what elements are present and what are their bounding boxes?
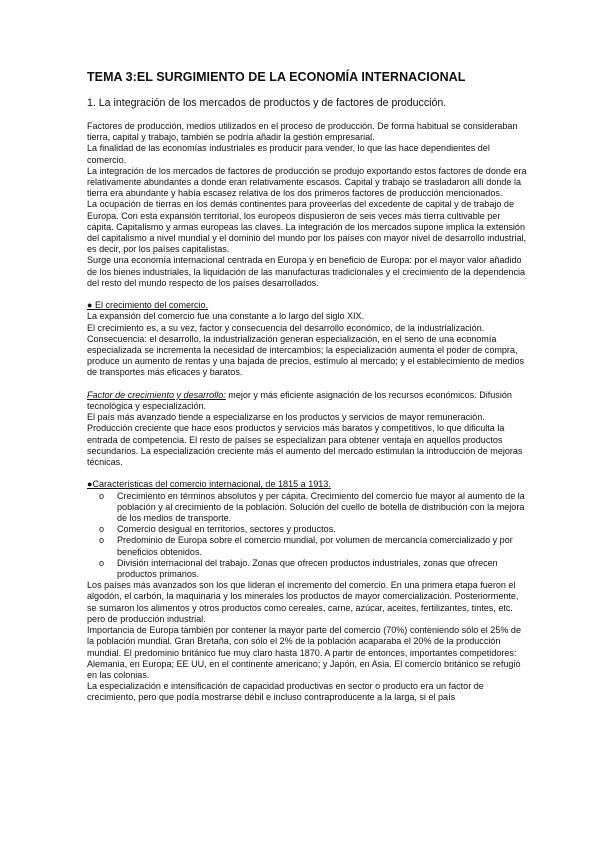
section-lead-factor: Factor de crecimiento y desarrollo: [87, 389, 226, 400]
list-item [87, 491, 527, 525]
paragraph: La integración de los mercados de factores de producción se produjo exportando estos factores de donde era relativamente abundantes a donde eran relativamente escasos. Capital y trabajo se trasladaron allí donde la tierra era abundante y había escasez relativa de los dos primeros factores de producción mencionados. [87, 165, 527, 199]
paragraph: Surge una economía internacional centrada en Europa y en beneficio de Europa: por el mayor valor añadido de los bienes industriales, la liquidación de las manufacturas tradicionales y el crecimiento de la dependencia del resto del mundo respecto de los países desarrollados. [87, 255, 526, 288]
list-item-text: Comercio desigual en territorios, sectores y productos. [117, 524, 336, 535]
section-heading-crecimiento: ● El crecimiento del comercio. [87, 300, 209, 311]
paragraph: La especialización e intensificación de capacidad productivas en sector o producto era un factor de crecimiento, pero que podía mostrarse débil e incluso contraproducente a la larga, si el país [87, 681, 484, 703]
paragraph: Consecuencia: el desarrollo, la industrialización generan especialización, en el seno de una economía especializada se incrementa la necesidad de intercambios; la especialización aumenta el poder de compra, produce un aumento de rentas y una bajada de precios, estímulo al mercado; y el establecimiento de medios de transportes más eficaces y baratos. [87, 333, 525, 378]
list-item-text: Predominio de Europa sobre el comercio mundial, por volumen de mercancía comercializado y por beneficios obtenidos. [117, 535, 513, 557]
section-heading-caracteristicas: ●Características del comercio internacional, de 1815 a 1913. [87, 479, 331, 490]
list-item [87, 558, 527, 580]
section-subtitle: 1. La integración de los mercados de productos y de factores de producción. [87, 97, 447, 109]
paragraph: La ocupación de tierras en los demás continentes para proveerlas del excedente de capital y de trabajo de Europa. Con esta expansión territorial, los europeos dispusieron de seis veces más tierra cultivable per cápita. Capitalismo y armas europeas las claves. La integración de los mercados supone implica la extensión del capitalismo a nivel mundial y el dominio del mundo por los países con mayor nivel de desarrollo industrial, es decir, por los países capitalistas. [87, 199, 526, 255]
bullet-circle-icon: o [99, 557, 105, 568]
list-item [87, 524, 527, 535]
bullet-list [87, 491, 527, 581]
document-body [87, 121, 527, 704]
list-item-text: División internacional del trabajo. Zonas que ofrecen productos industriales, zonas que ofrecen productos primarios. [117, 557, 498, 580]
paragraph: La finalidad de las economías industriales es producir para vender, lo que las hace dependientes del comercio. [87, 143, 490, 165]
paragraph [87, 390, 527, 412]
paragraph: Importancia de Europa también por contener la mayor parte del comercio (70%) conteniendo sólo el 25% de la población mundial. Gran Bretaña, con sólo el 2% de la población acaparaba el 20% de la producción mundial. El predominio británico fue muy claro hasta 1870. A partir de entonces, importantes competidores: Alemania, en Europa; EE UU, en el continente americano; y Japón, en Asia. El comercio británico se refugió en las colonias. [87, 625, 521, 680]
bullet-circle-icon: o [99, 524, 105, 535]
paragraph: La expansión del comercio fue una constante a lo largo del siglo XIX. [87, 311, 365, 322]
paragraph: Los países más avanzados son los que lideran el incremento del comercio. En una primera etapa fueron el algodón, el carbón, la maquinaria y los minerales los productos de mayor comercialización. Posteriormente, se sumaron los alimentos y otros productos como cereales, carne, azúcar, aceites, fertilizantes, tintes, etc. pero de producción industrial. [87, 580, 519, 624]
paragraph: El crecimiento es, a su vez, factor y consecuencia del desarrollo económico, de la industrialización. [87, 322, 485, 333]
paragraph: El país más avanzado tiende a especializarse en los productos y servicios de mayor remuneración. Producción creciente que hace esos productos y servicios más baratos y competitivos, lo que dificulta la entrada de competencia. El resto de países se especializan para obtener ventaja en aquellos productos secundarios. La especialización creciente más el aumento del mercado estimulan la introducción de mejoras técnicas. [87, 412, 523, 468]
bullet-circle-icon: o [99, 535, 105, 546]
document-title: TEMA 3:EL SURGIMIENTO DE LA ECONOMÍA INTERNACIONAL [87, 70, 466, 84]
lead-rest-text: mejor y más eficiente asignación de los recursos económicos. Difusión tecnológica y especialización. [87, 389, 512, 412]
list-item-text: Crecimiento en términos absolutos y per cápita. Crecimiento del comercio fue mayor al aumento de la población y al crecimiento de la población. Solución del cuello de botella de distribución con la mejora de los medios de transporte. [117, 490, 525, 524]
list-item [87, 535, 527, 557]
paragraph: Factores de producción, medios utilizados en el proceso de producción. De forma habitual se consideraban tierra, capital y trabajo, también se podría añadir la gestión empresarial. [87, 121, 518, 143]
bullet-circle-icon: o [99, 490, 105, 501]
